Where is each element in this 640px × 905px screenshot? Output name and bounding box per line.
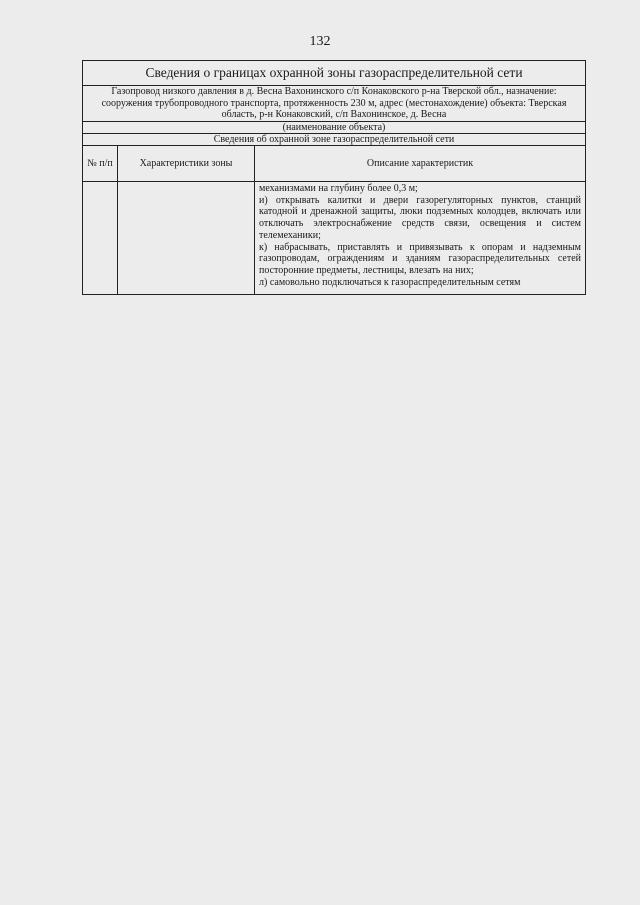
- row-characteristic: [118, 182, 255, 295]
- description-line: механизмами на глубину более 0,3 м;: [259, 183, 418, 194]
- section-title: Сведения об охранной зоне газораспределительной сети: [83, 134, 586, 146]
- description-item-i: и) открывать калитки и двери газорегуляторных пунктов, станций катодной и дренажной защиты, люки подземных колодцев, включать или отключать электроснабжение средств связи, освещения и систем телемеханики;: [259, 194, 581, 241]
- column-header-description: Описание характеристик: [255, 146, 586, 182]
- page-number: 132: [309, 34, 331, 49]
- description-item-l: л) самовольно подключаться к газораспределительным сетям: [259, 276, 521, 288]
- column-header-number: № п/п: [83, 146, 118, 182]
- column-header-characteristic: Характеристики зоны: [118, 146, 255, 182]
- table-title: Сведения о границах охранной зоны газораспределительной сети: [83, 61, 586, 86]
- row-description: [255, 182, 586, 295]
- description-item-k: к) набрасывать, приставлять и привязывать к опорам и надземным газопроводам, ограждениям и зданиям газораспределительных сетей посторонние предметы, лестницы, влезать на них;: [259, 241, 581, 276]
- object-description: Газопровод низкого давления в д. Весна Вахонинского с/п Конаковского р-на Тверской обл., назначение: сооружения трубопроводного транспорта, протяженность 230 м, адрес (местонахождение) объекта: Тверская область, р-н Конаковский, с/п Вахонинское, д. Весна: [83, 86, 586, 122]
- object-caption: (наименование объекта): [83, 122, 586, 134]
- row-number: [83, 182, 118, 295]
- protection-zone-table: [82, 60, 586, 295]
- table-row: [83, 182, 586, 295]
